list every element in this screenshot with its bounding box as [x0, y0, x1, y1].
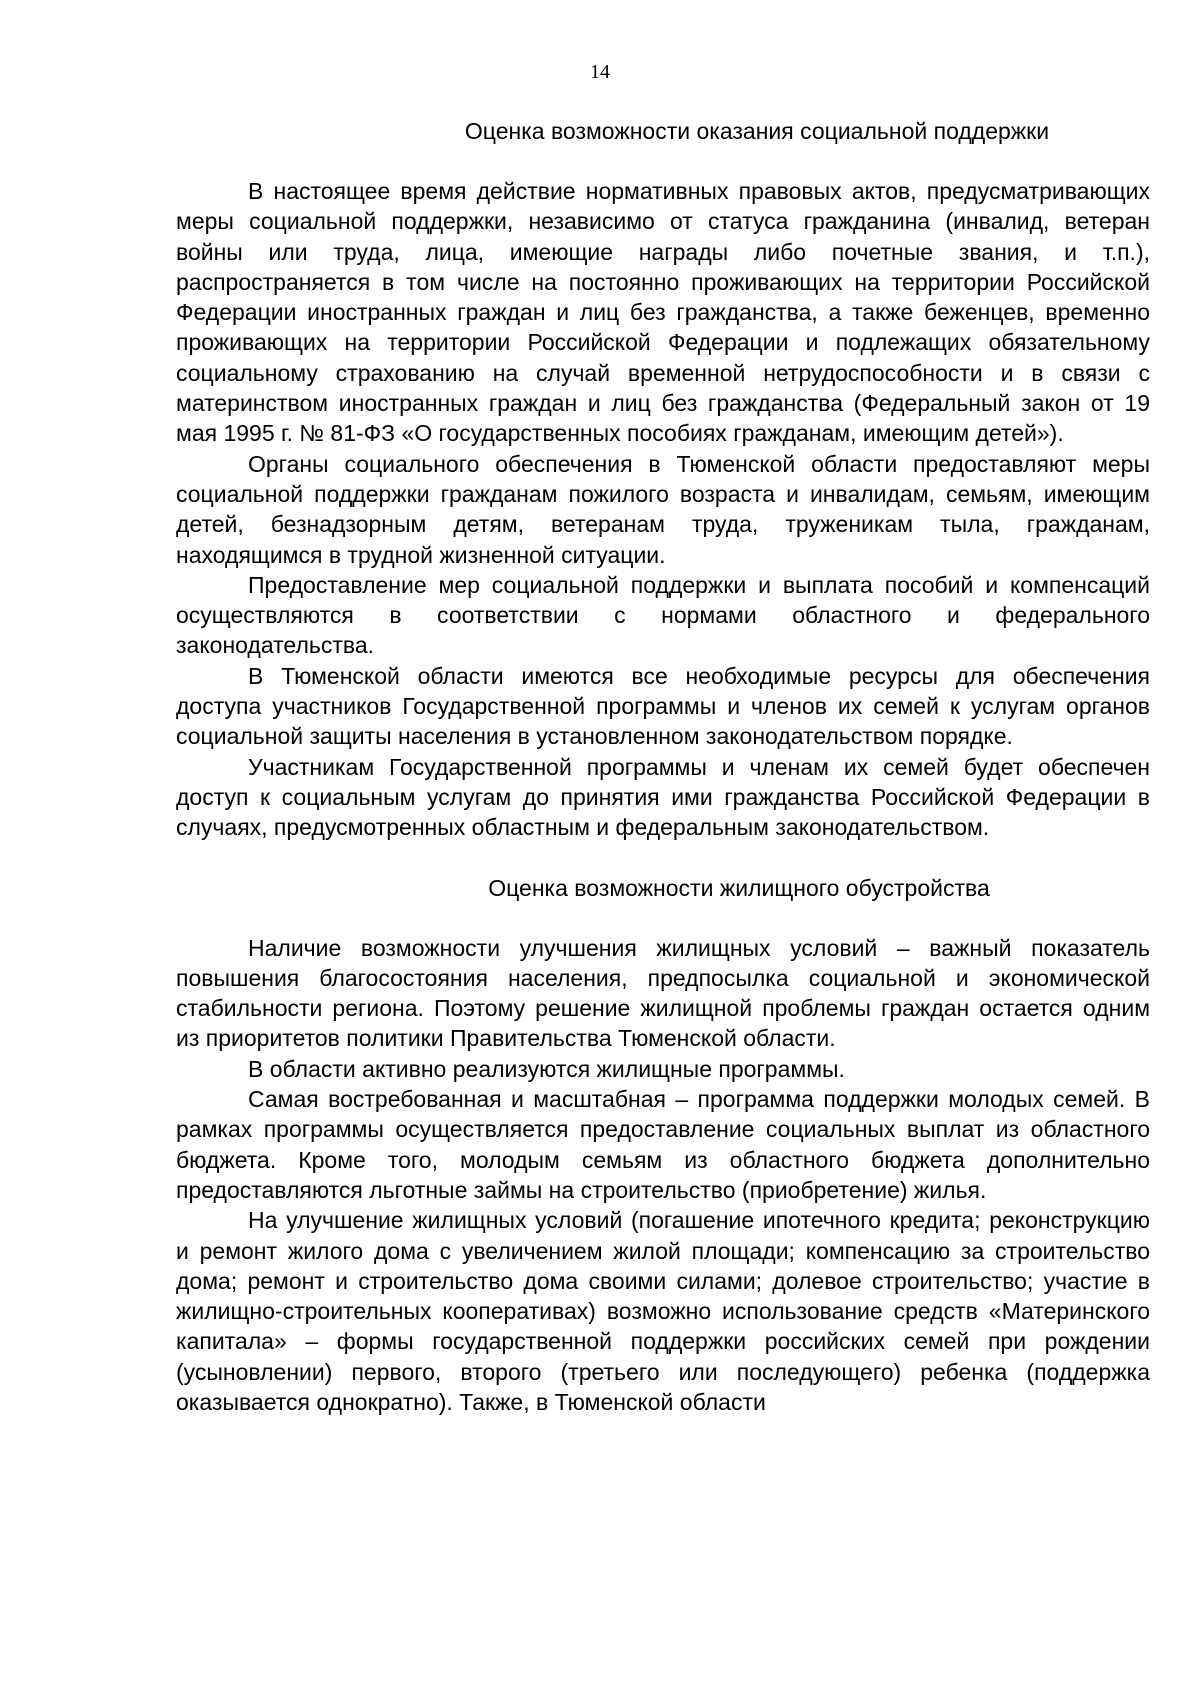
page-number: 14 [590, 61, 610, 83]
paragraph: Наличие возможности улучшения жилищных условий – важный показатель повышения благосостояния населения, предпосылка социальной и экономической стабильности региона. Поэтому решение жилищной проблемы граждан остается одним из приоритетов политики Правительства Тюменской области. [176, 934, 1150, 1052]
paragraph: В настоящее время действие нормативных правовых актов, предусматривающих меры социальной поддержки, независимо от статуса гражданина (инвалид, ветеран войны или труда, лица, имеющие награды либо почетные звания, и т.п.), распространяется в том числе на постоянно проживающих на территории Российской Федерации иностранных граждан и лиц без гражданства, а также беженцев, временно проживающих на территории Российской Федерации и подлежащих обязательному социальному страхованию на случай временной нетрудоспособности и в связи с материнством иностранных граждан и лиц без гражданства (Федеральный закон от 19 мая 1995 г. № 81-ФЗ «О государственных пособиях гражданам, имеющим детей»). [176, 178, 1150, 447]
paragraph: На улучшение жилищных условий (погашение ипотечного кредита; реконструкцию и ремонт жилого дома с увеличением жилой площади; компенсацию за строительство дома; ремонт и строительство дома своими силами; долевое строительство; участие в жилищно-строительных кооперативах) возможно использование средств «Материнского капитала» – формы государственной поддержки российских семей при рождении (усыновлении) первого, второго (третьего или последующего) ребенка (поддержка оказывается однократно). Также, в Тюменской области [176, 1207, 1150, 1415]
section-heading-housing: Оценка возможности жилищного обустройства [488, 874, 990, 901]
paragraph: В области активно реализуются жилищные программы. [248, 1055, 845, 1082]
page-content [176, 116, 1150, 1417]
paragraph: Предоставление мер социальной поддержки и выплата пособий и компенсаций осуществляются в соответствии с нормами областного и федерального законодательства. [176, 571, 1150, 659]
paragraph: Участникам Государственной программы и членам их семей будет обеспечен доступ к социальным услугам до принятия ими гражданства Российской Федерации в случаях, предусмотренных областным и федеральным законодательством. [176, 753, 1150, 841]
paragraph: Самая востребованная и масштабная – программа поддержки молодых семей. В рамках программы осуществляется предоставление социальных выплат из областного бюджета. Кроме того, молодым семьям из областного бюджета дополнительно предоставляются льготные займы на строительство (приобретение) жилья. [176, 1086, 1150, 1203]
section-heading-social-support: Оценка возможности оказания социальной поддержки [464, 118, 1050, 144]
paragraph: Органы социального обеспечения в Тюменской области предоставляют меры социальной поддержки гражданам пожилого возраста и инвалидам, семьям, имеющим детей, безнадзорным детям, ветеранам труда, труженикам тыла, гражданам, находящимся в трудной жизненной ситуации. [176, 450, 1150, 568]
paragraph: В Тюменской области имеются все необходимые ресурсы для обеспечения доступа участников Государственной программы и членов их семей к услугам органов социальной защиты населения в установленном законодательством порядке. [176, 662, 1150, 750]
